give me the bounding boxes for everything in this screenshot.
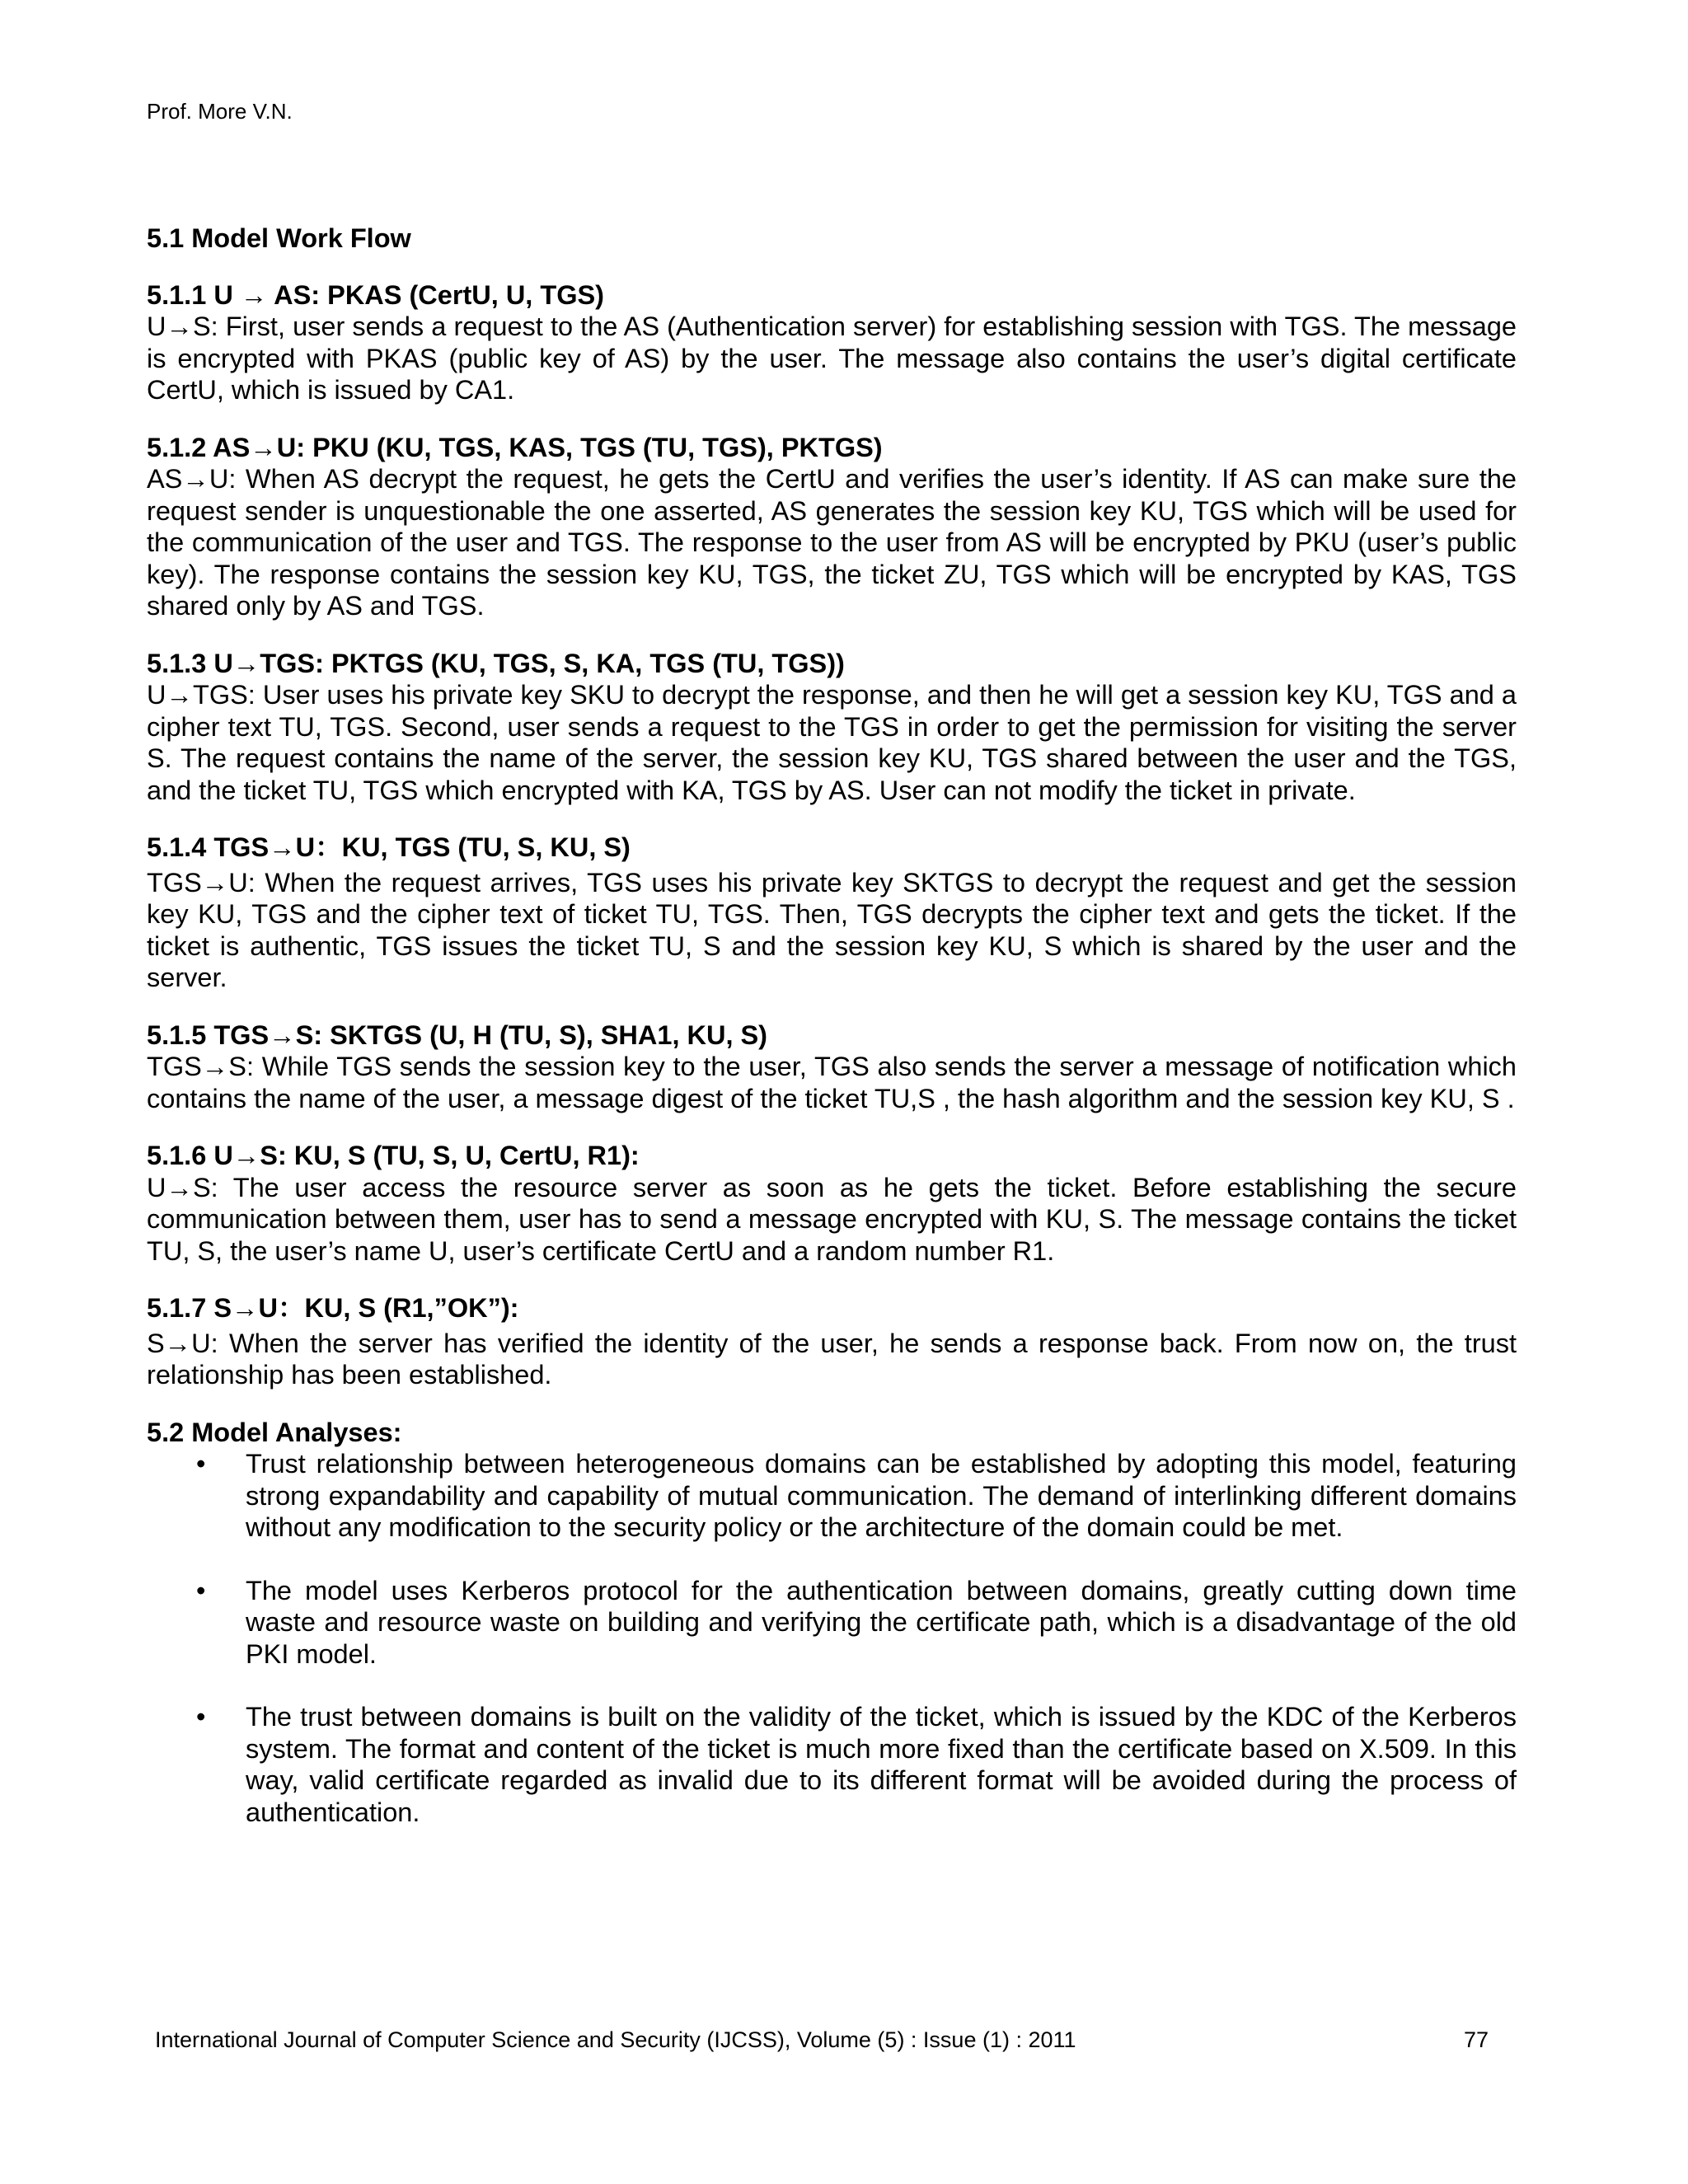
section-title: 5.1 Model Work Flow — [147, 223, 411, 253]
journal-citation: International Journal of Computer Science and Security (IJCSS), Volume (5) : Issue (1) : 2011 — [155, 2027, 1076, 2052]
analyses-list — [147, 1448, 1517, 1828]
subsection-heading: 5.1.1 U → AS: PKAS (CertU, U, TGS) — [147, 279, 604, 310]
subsection-body: TGS→U: When the request arrives, TGS uses his private key SKTGS to decrypt the request and get the session key KU, TGS and the cipher text of ticket TU, TGS. Then, TGS decrypts the cipher text and gets the ticket. If the ticket is authentic, TGS issues the ticket TU, S and the session key KU, S which is shared by the user and the server. — [147, 867, 1517, 992]
subsection-heading: 5.1.3 U→TGS: PKTGS (KU, TGS, S, KA, TGS (TU, TGS)) — [147, 648, 845, 678]
page-number: 77 — [1463, 2027, 1489, 2052]
subsection-body: U→S: First, user sends a request to the AS (Authentication server) for establishing session with TGS. The message is encrypted with PKAS (public key of AS) by the user. The message also contains the user’s digital certificate CertU, which is issued by CA1. — [147, 312, 1517, 405]
subsection-5-1-5 — [147, 1019, 1517, 1115]
bullet-icon: • — [196, 1449, 206, 1479]
list-item-text: The model uses Kerberos protocol for the authentication between domains, greatly cutting down time waste and resource waste on building and verifying the certificate path, which is a disadvantage of the old PKI model. — [246, 1575, 1517, 1669]
author-name: Prof. More V.N. — [147, 99, 293, 124]
bullet-icon: • — [196, 1575, 206, 1605]
subsection-heading: 5.1.2 AS→U: PKU (KU, TGS, KAS, TGS (TU, TGS), PKTGS) — [147, 432, 883, 462]
subsection-5-1-4 — [147, 832, 1517, 994]
page-footer — [155, 2026, 1489, 2054]
subsection-heading: 5.1.4 TGS→U：KU, TGS (TU, S, KU, S) — [147, 832, 631, 862]
subsection-5-1-2 — [147, 432, 1517, 622]
subsection-5-1-1 — [147, 279, 1517, 406]
subsection-5-1-3 — [147, 648, 1517, 807]
subsection-body: U→TGS: User uses his private key SKU to decrypt the response, and then he will get a session key KU, TGS and a cipher text TU, TGS. Second, user sends a request to the TGS in order to get the permission for visiting the server S. The request contains the name of the server, the session key KU, TGS shared between the user and the TGS, and the ticket TU, TGS which encrypted with KA, TGS by AS. User can not modify the ticket in private. — [147, 680, 1517, 805]
analyses-heading: 5.2 Model Analyses: — [147, 1417, 402, 1447]
subsection-heading: 5.1.6 U→S: KU, S (TU, S, U, CertU, R1): — [147, 1141, 640, 1170]
list-item — [147, 1575, 1517, 1671]
list-item-text: The trust between domains is built on the validity of the ticket, which is issued by the KDC of the Kerberos system. The format and content of the ticket is much more fixed than the certificate based on X.509. In this way, valid certificate regarded as invalid due to its different format will be avoided during the process of authentication. — [246, 1702, 1517, 1827]
list-item — [147, 1701, 1517, 1828]
list-item — [147, 1448, 1517, 1544]
subsection-body: U→S: The user access the resource server as soon as he gets the ticket. Before establishing the secure communication between them, user has to send a message encrypted with KU, S. The message contains the ticket TU, S, the user’s name U, user’s certificate CertU and a random number R1. — [147, 1172, 1517, 1266]
subsection-body: AS→U: When AS decrypt the request, he gets the CertU and verifies the user’s identity. If AS can make sure the request sender is unquestionable the one asserted, AS generates the session key KU, TGS which will be used for the communication of the user and TGS. The response to the user from AS will be encrypted by PKU (user’s public key). The response contains the session key KU, TGS, the ticket ZU, TGS which will be encrypted by KAS, TGS shared only by AS and TGS. — [147, 464, 1517, 621]
analyses-section — [147, 1417, 1517, 1829]
list-item-text: Trust relationship between heterogeneous domains can be established by adopting this model, featuring strong expandability and capability of mutual communication. The demand of interlinking different domains without any modification to the security policy or the architecture of the domain could be met. — [246, 1449, 1517, 1542]
subsection-5-1-6 — [147, 1140, 1517, 1267]
running-header — [147, 97, 293, 125]
subsection-body: S→U: When the server has verified the identity of the user, he sends a response back. From now on, the trust relationship has been established. — [147, 1328, 1517, 1390]
subsection-heading: 5.1.7 S→U：KU, S (R1,”OK”): — [147, 1293, 519, 1323]
subsection-heading: 5.1.5 TGS→S: SKTGS (U, H (TU, S), SHA1, KU, S) — [147, 1019, 768, 1050]
subsection-body: TGS→S: While TGS sends the session key to the user, TGS also sends the server a message of notification which contains the name of the user, a message digest of the ticket TU,S , the hash algorithm and the session key KU, S . — [147, 1052, 1517, 1113]
bullet-icon: • — [196, 1702, 206, 1732]
page-content — [147, 223, 1517, 1859]
subsection-5-1-7 — [147, 1292, 1517, 1391]
